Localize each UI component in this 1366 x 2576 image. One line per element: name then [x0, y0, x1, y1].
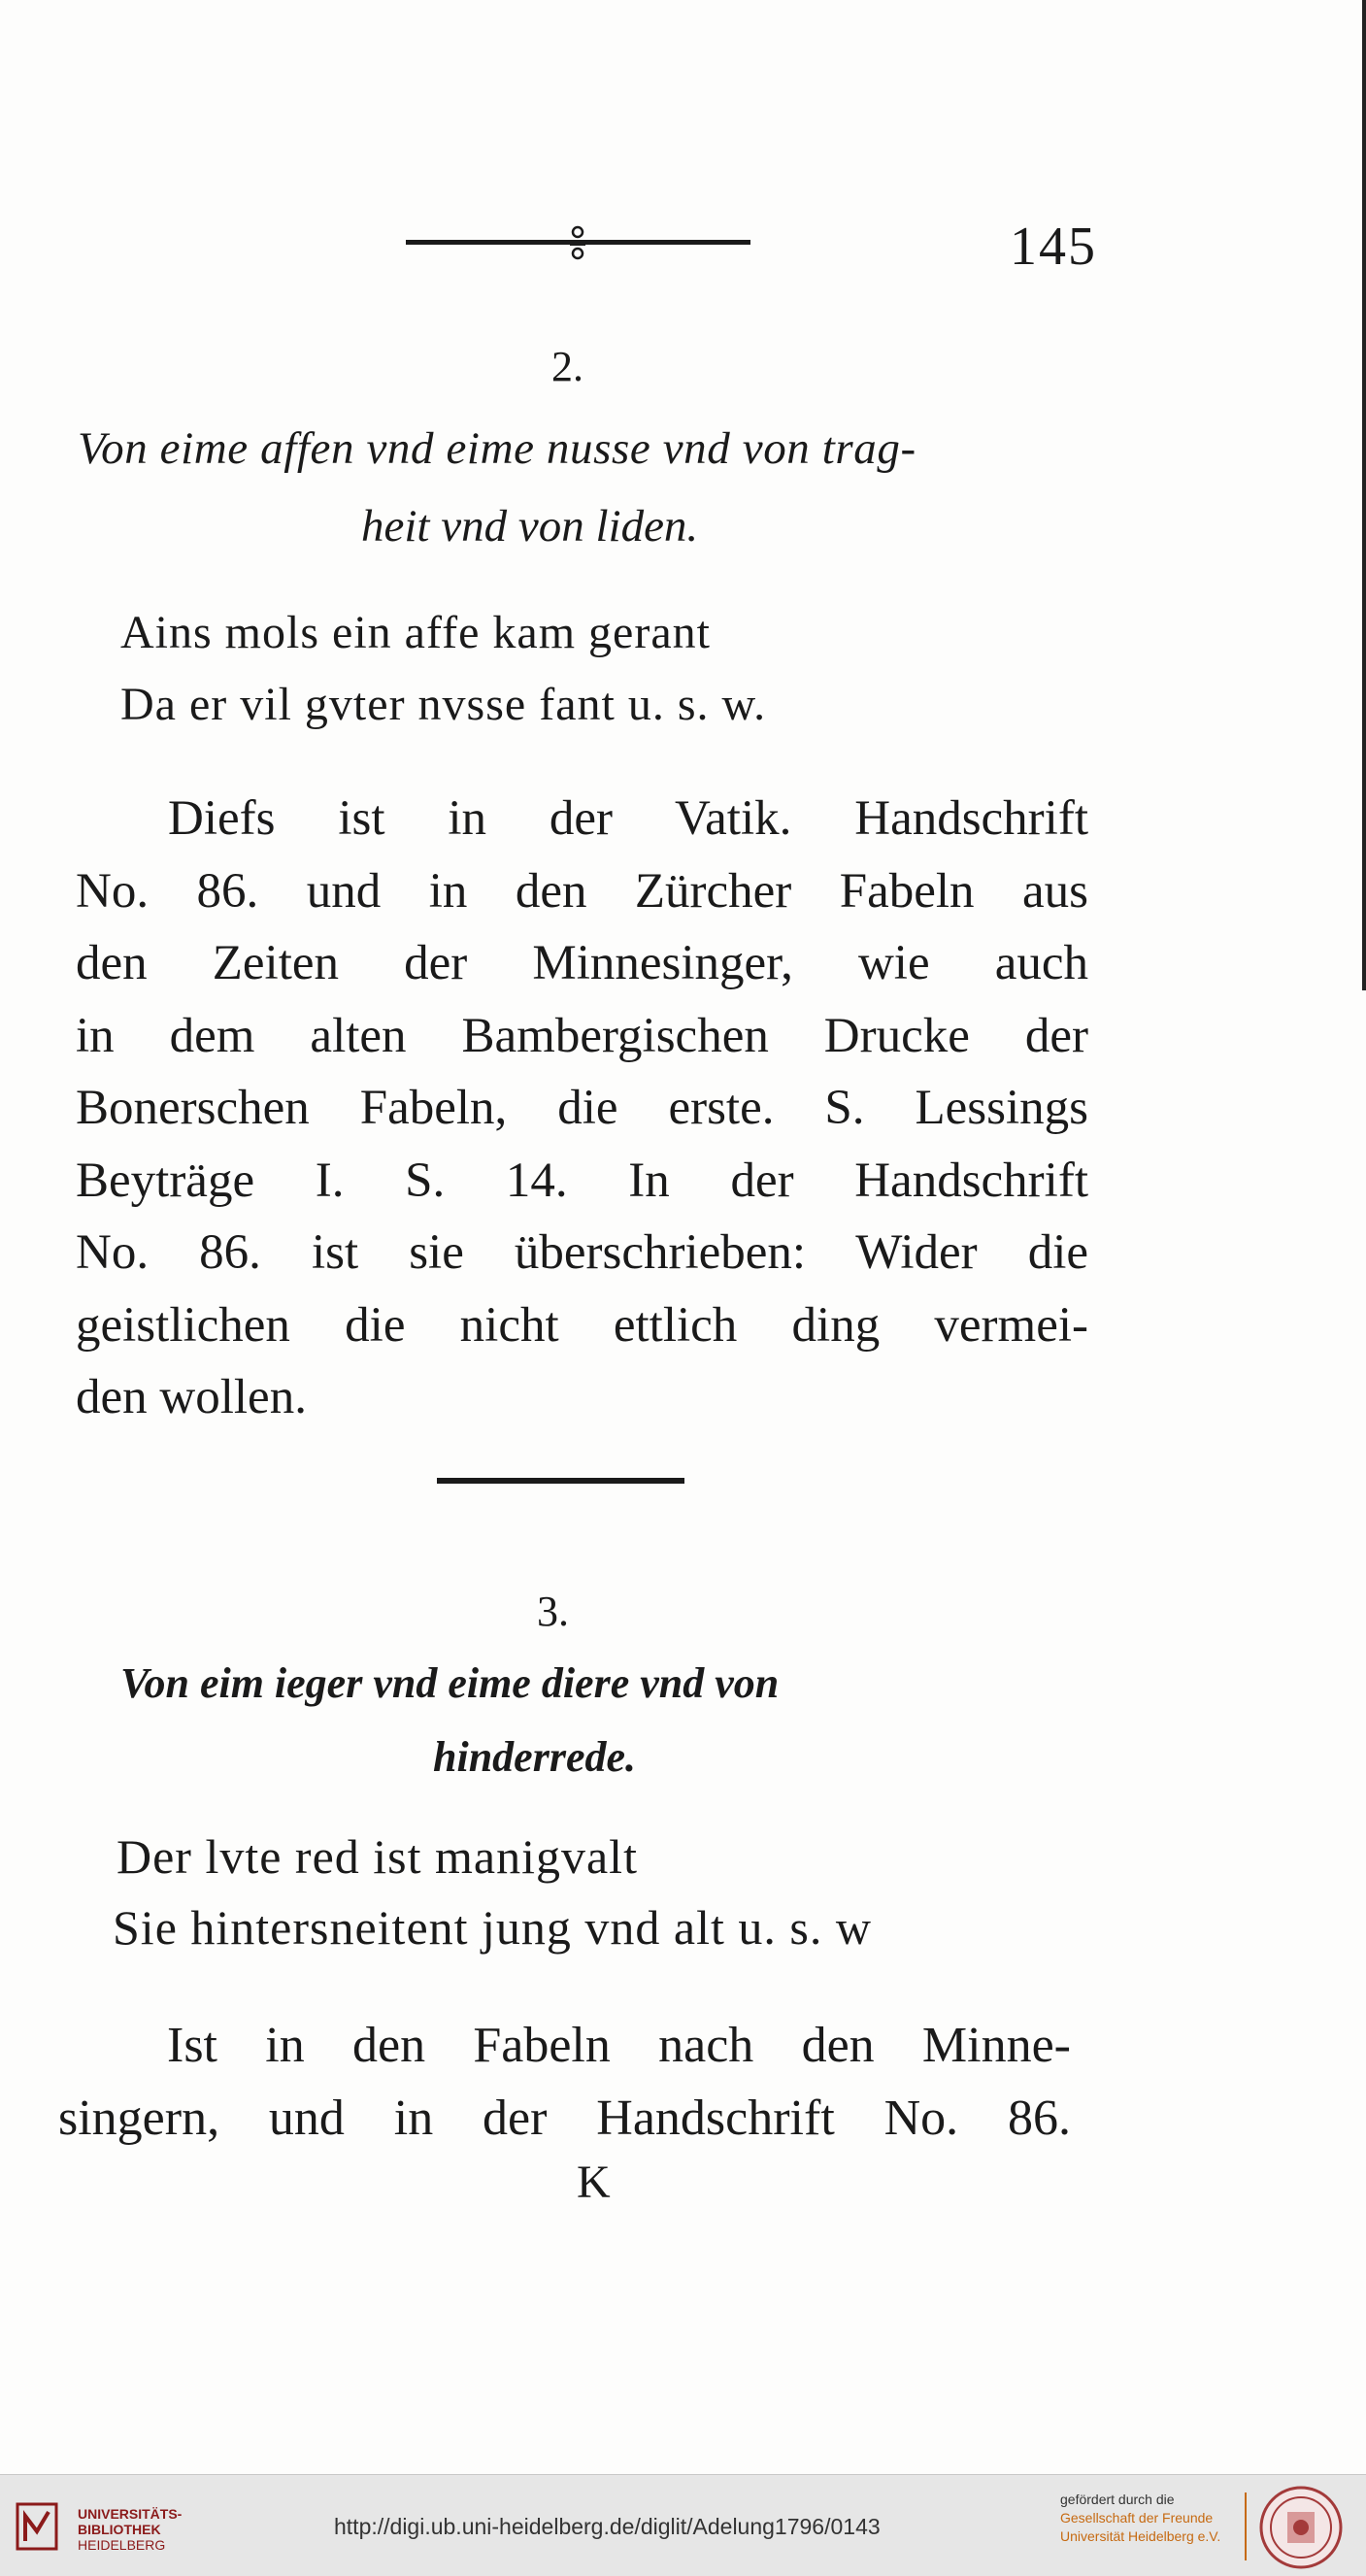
- text-line: in dem alten Bambergischen Drucke der: [76, 1008, 1088, 1063]
- sponsor-credit: [1060, 2491, 1220, 2546]
- text-line: Bonerschen Fabeln, die erste. S. Lessings: [76, 1081, 1088, 1135]
- permalink-url[interactable]: http://digi.ub.uni-heidelberg.de/diglit/Adelung1796/0143: [334, 2514, 881, 2539]
- sponsor-divider: [1245, 2492, 1247, 2560]
- text-line: Ist in den Fabeln nach den Minne-: [167, 2018, 1071, 2073]
- ornament-knot-icon: [569, 224, 586, 261]
- section-3-verse-line-2: Sie hintersneitent jung vnd alt u. s. w: [113, 1900, 872, 1955]
- university-library-logo-icon: [16, 2502, 58, 2551]
- text-line: Diefs ist in der Vatik. Handschrift: [168, 791, 1088, 846]
- university-seal-icon: [1258, 2485, 1344, 2570]
- text-line: No. 86. und in den Zürcher Fabeln aus: [76, 863, 1088, 919]
- sponsor-line: Universität Heidelberg e.V.: [1060, 2528, 1221, 2544]
- section-number-2: 2.: [551, 343, 583, 390]
- text-line: geistlichen die nicht ettlich ding vermei-: [76, 1297, 1088, 1353]
- section-separator-rule: [437, 1478, 684, 1484]
- page-number: 145: [1010, 217, 1097, 277]
- digitization-footer: [0, 2474, 1366, 2576]
- section-2-verse-line-2: Da er vil gvter nvsse fant u. s. w.: [120, 679, 767, 730]
- sponsor-line: Gesellschaft der Freunde: [1060, 2510, 1214, 2526]
- university-library-name: [78, 2506, 182, 2553]
- page-edge-shadow: [1362, 0, 1366, 990]
- text-line: Beyträge I. S. 14. In der Handschrift: [76, 1153, 1088, 1208]
- library-name-line: BIBLIOTHEK: [78, 2522, 161, 2537]
- section-2-title-line-2: heit vnd von liden.: [361, 501, 699, 552]
- section-2-title-line-1: Von eime affen vnd eime nusse vnd von trag-: [78, 423, 916, 474]
- text-line: den Zeiten der Minnesinger, wie auch: [76, 936, 1088, 990]
- library-name-line: HEIDELBERG: [78, 2537, 166, 2553]
- sponsor-line: gefördert durch die: [1060, 2492, 1175, 2507]
- section-2-commentary: [76, 783, 1088, 1434]
- section-number-3: 3.: [537, 1588, 569, 1635]
- text-line: No. 86. ist sie überschrieben: Wider die: [76, 1225, 1088, 1280]
- text-line: singern, und in der Handschrift No. 86.: [58, 2090, 1071, 2146]
- section-3-verse-line-1: Der lvte red ist manigvalt: [117, 1829, 638, 1884]
- section-3-title-line-1: Von eim ieger vnd eime diere vnd von: [120, 1659, 780, 1707]
- header-ornament: [406, 218, 750, 267]
- section-3-commentary: [58, 2010, 1071, 2155]
- signature-mark: K: [577, 2157, 611, 2208]
- library-name-line: UNIVERSITÄTS-: [78, 2506, 183, 2522]
- section-2-verse-line-1: Ains mols ein affe kam gerant: [120, 607, 711, 658]
- section-3-title-line-2: hinderrede.: [433, 1733, 636, 1781]
- text-line: den wollen.: [76, 1370, 307, 1424]
